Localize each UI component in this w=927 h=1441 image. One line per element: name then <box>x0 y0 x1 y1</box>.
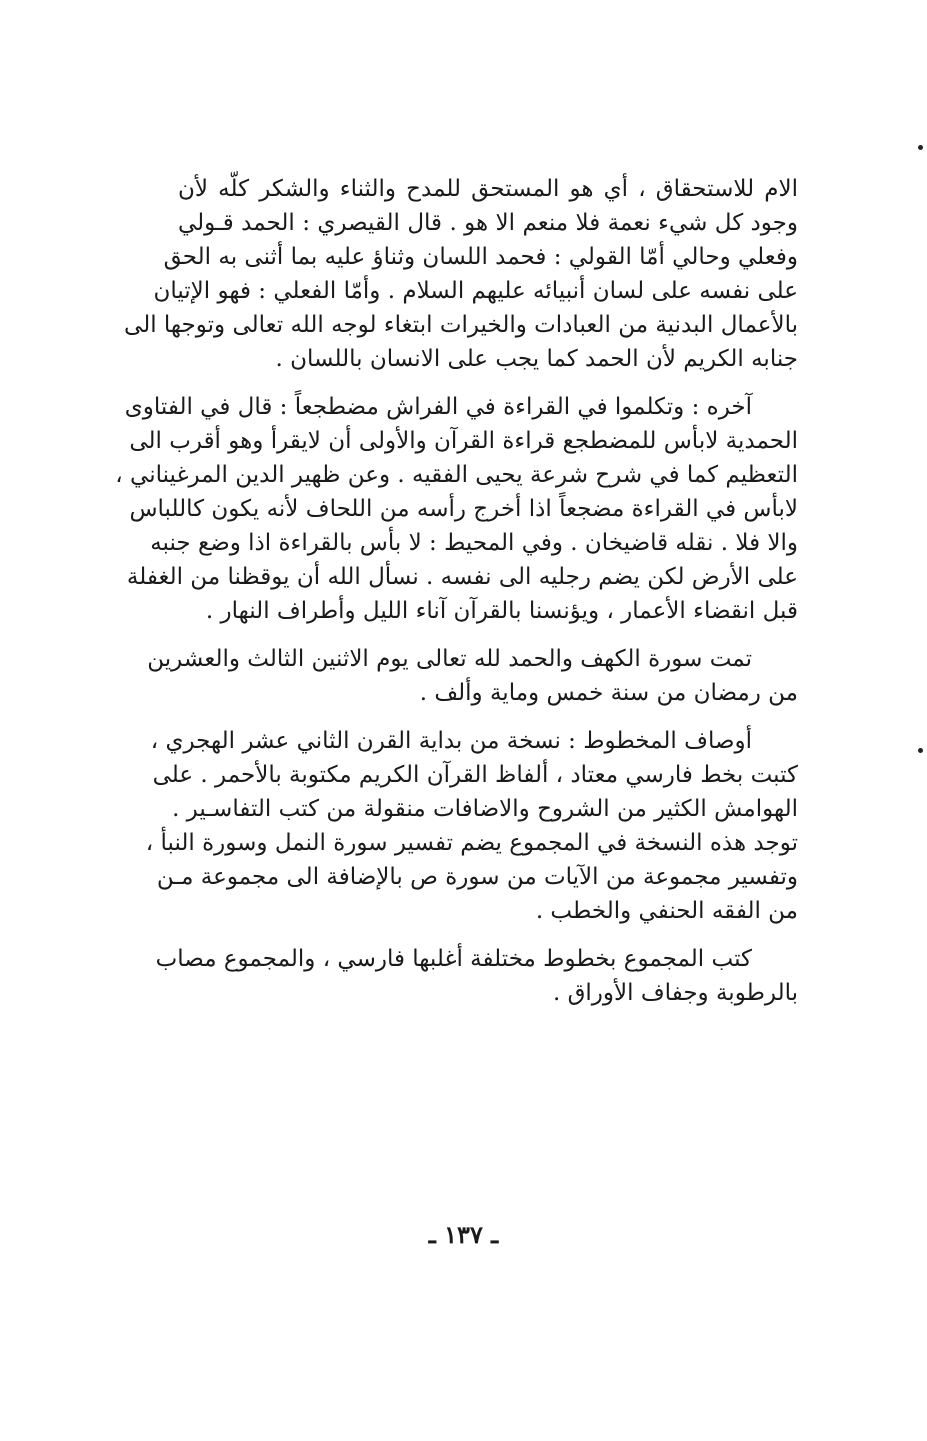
paragraph-gap <box>178 376 798 390</box>
text-line: والا فلا . نقله قاضيخان . وفي المحيط : لا بأس بالقراءة اذا وضع جنبه <box>150 530 798 556</box>
text-line: بالرطوبة وجفاف الأوراق . <box>552 980 798 1006</box>
margin-dot <box>918 748 923 753</box>
text-line: تمت سورة الكهف والحمد لله تعالى يوم الاثنين الثالث والعشرين <box>147 646 752 672</box>
paragraph <box>155 942 798 1010</box>
body-text <box>115 172 798 1010</box>
text-line: وتفسير مجموعة من الآيات من سورة ص بالإضافة الى مجموعة مـن <box>156 864 798 890</box>
paragraph-gap <box>178 628 798 642</box>
text-line: لابأس في القراءة مضجعاً اذا أخرج رأسه من اللحاف لأنه يكون كاللباس <box>129 496 798 522</box>
text-line: آخره : وتكلموا في القراءة في الفراش مضطجعاً : قال في الفتاوى <box>124 394 752 420</box>
text-line: على الأرض لكن يضم رجليه الى نفسه . نسأل الله أن يوقظنا من الغفلة <box>126 564 798 590</box>
text-line: وجود كل شيء نعمة فلا منعم الا هو . قال القيصري : الحمد قـولي <box>178 210 798 236</box>
text-line: وفعلي وحالي أمّا القولي : فحمد اللسان وثناؤ عليه بما أثنى به الحق <box>163 244 798 270</box>
text-line: أوصاف المخطوط : نسخة من بداية القرن الثاني عشر الهجري ، <box>150 728 752 754</box>
paragraph <box>145 724 798 928</box>
text-line: من رمضان من سنة خمس وماية وألف . <box>419 680 798 706</box>
text-line: بالأعمال البدنية من العبادات والخيرات ابتغاء لوجه الله تعالى وتوجها الى <box>124 312 798 338</box>
text-line: التعظيم كما في شرح شرعة يحيى الفقيه . وعن ظهير الدين المرغيناني ، <box>115 462 798 488</box>
paragraph-gap <box>178 928 798 942</box>
text-line: من الفقه الحنفي والخطب . <box>535 898 798 924</box>
text-line: على نفسه على لسان أنبيائه عليهم السلام . وأمّا الفعلي : فهو الإتيان <box>153 278 798 304</box>
text-line: الام للاستحقاق ، أي هو المستحق للمدح والثناء والشكر كلّه لأن <box>178 176 798 202</box>
text-line: كتبت بخط فارسي معتاد ، ألفاظ القرآن الكريم مكتوبة بالأحمر . على <box>152 762 798 788</box>
margin-dot <box>918 145 923 150</box>
page-number: ـ ١٣٧ ـ <box>428 1220 499 1249</box>
paragraph <box>115 390 798 628</box>
text-line: الهوامش الكثير من الشروح والاضافات منقولة من كتب التفاسـير . <box>172 796 798 822</box>
text-line: جنابه الكريم لأن الحمد كما يجب على الانسان باللسان . <box>275 346 798 372</box>
paragraph-gap <box>178 710 798 724</box>
text-line: قبل انقضاء الأعمار ، ويؤنسنا بالقرآن آناء الليل وأطراف النهار . <box>205 598 798 624</box>
text-line: كتب المجموع بخطوط مختلفة أغلبها فارسي ، والمجموع مصاب <box>155 946 752 972</box>
text-line: الحمدية لابأس للمضطجع قراءة القرآن والأولى أن لايقرأ وهو أقرب الى <box>129 428 798 454</box>
paragraph <box>147 642 798 710</box>
paragraph <box>124 172 798 376</box>
text-line: توجد هذه النسخة في المجموع يضم تفسير سورة النمل وسورة النبأ ، <box>145 830 798 856</box>
